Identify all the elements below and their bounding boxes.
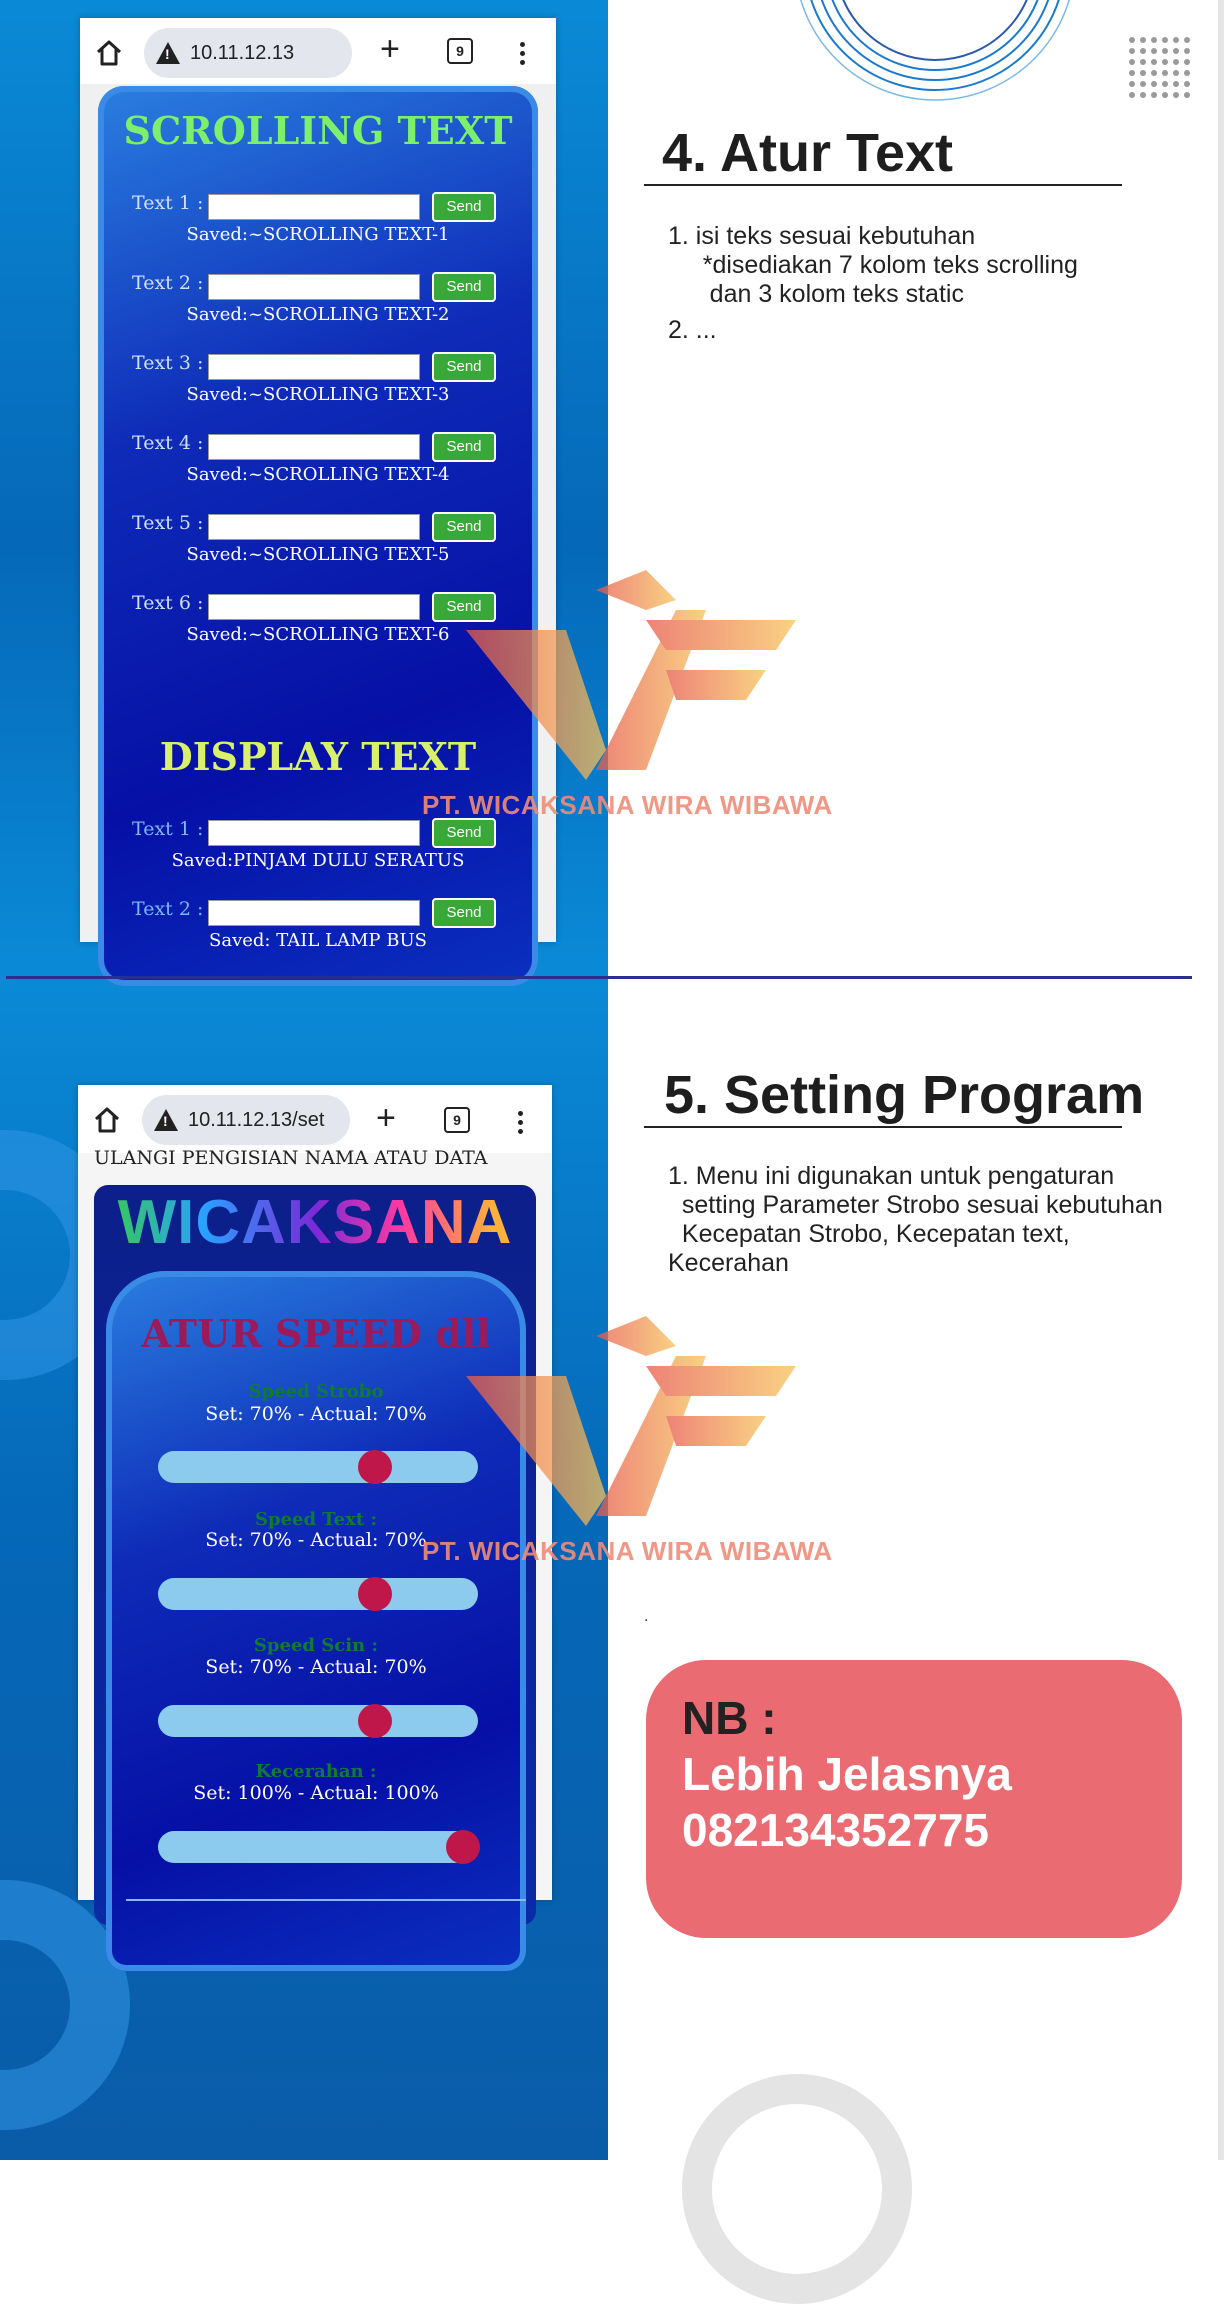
text-input[interactable] xyxy=(208,354,420,380)
row-label: Text 2 : xyxy=(132,898,204,920)
more-menu-icon[interactable] xyxy=(520,38,526,69)
row-label: Text 2 : xyxy=(132,272,204,294)
notice-text: ULANGI PENGISIAN NAMA ATAU DATA xyxy=(94,1147,488,1169)
saved-value: Saved:PINJAM DULU SERATUS xyxy=(171,850,465,871)
slider-value: Set: 70% - Actual: 70% xyxy=(205,1529,427,1551)
heading-underline xyxy=(644,184,1122,186)
send-button[interactable]: Send xyxy=(432,352,496,382)
saved-value: Saved:~SCROLLING TEXT-1 xyxy=(186,224,450,245)
company-logo-watermark xyxy=(446,1316,826,1536)
panel-title: SCROLLING TEXT xyxy=(123,108,513,153)
right-edge xyxy=(1218,0,1224,2160)
tab-count-icon[interactable]: 9 xyxy=(444,1107,470,1133)
brand-title: WICAKSANA xyxy=(94,1187,536,1258)
tab-count-icon[interactable]: 9 xyxy=(447,38,473,64)
new-tab-icon[interactable]: + xyxy=(380,30,400,68)
row-label: Text 3 : xyxy=(132,352,204,374)
send-button[interactable]: Send xyxy=(432,512,496,542)
slider-label: Speed Strobo xyxy=(248,1381,384,1402)
home-icon[interactable] xyxy=(94,38,124,68)
speed-slider[interactable] xyxy=(158,1705,478,1737)
slider-label: Speed Scin : xyxy=(253,1635,379,1656)
text-input[interactable] xyxy=(208,274,420,300)
section-5-body: 1. Menu ini digunakan untuk pengaturan setting Parameter Strobo sesuai kebutuhan Kecepatan Strobo, Kecepatan text, Kecerahan xyxy=(668,1162,1163,1277)
new-tab-icon[interactable]: + xyxy=(376,1099,396,1137)
slider-value: Set: 70% - Actual: 70% xyxy=(205,1403,427,1425)
heading-underline xyxy=(644,1126,1122,1128)
warning-icon xyxy=(154,1109,178,1131)
section-4-body: 1. isi teks sesuai kebutuhan *disediakan 7 kolom teks scrolling dan 3 kolom teks static xyxy=(668,222,1078,308)
more-menu-icon[interactable] xyxy=(518,1107,524,1138)
text-input[interactable] xyxy=(208,820,420,846)
saved-value: Saved:~SCROLLING TEXT-3 xyxy=(186,384,450,405)
saved-value: Saved: TAIL LAMP BUS xyxy=(209,930,427,951)
home-icon[interactable] xyxy=(92,1105,122,1135)
section-5-heading: 5. Setting Program xyxy=(664,1065,1145,1125)
warning-icon xyxy=(156,42,180,64)
slider-value: Set: 100% - Actual: 100% xyxy=(193,1782,439,1804)
row-label: Text 6 : xyxy=(132,592,204,614)
saved-value: Saved:~SCROLLING TEXT-2 xyxy=(186,304,450,325)
text-input[interactable] xyxy=(208,434,420,460)
saved-value: Saved:~SCROLLING TEXT-5 xyxy=(186,544,450,565)
display-text-title: DISPLAY TEXT xyxy=(159,734,477,779)
send-button[interactable]: Send xyxy=(432,818,496,848)
nb-phone-number: 082134352775 xyxy=(682,1804,989,1856)
decorative-ring xyxy=(682,2074,912,2304)
slider-value: Set: 70% - Actual: 70% xyxy=(205,1656,427,1678)
send-button[interactable]: Send xyxy=(432,192,496,222)
saved-value: Saved:~SCROLLING TEXT-6 xyxy=(186,624,450,645)
brightness-slider[interactable] xyxy=(158,1831,478,1863)
row-label: Text 5 : xyxy=(132,512,204,534)
text-input[interactable] xyxy=(208,514,420,540)
text-input[interactable] xyxy=(208,594,420,620)
section-divider xyxy=(6,976,1192,979)
browser-toolbar xyxy=(80,18,556,84)
panel-title: ATUR SPEED dll xyxy=(141,1311,491,1356)
send-button[interactable]: Send xyxy=(432,272,496,302)
row-label: Text 1 : xyxy=(132,818,204,840)
nb-info: Lebih Jelasnya xyxy=(682,1748,1012,1800)
send-button[interactable]: Send xyxy=(432,592,496,622)
dot-grid-icon xyxy=(1128,36,1190,98)
speed-slider[interactable] xyxy=(158,1451,478,1483)
slider-knob[interactable] xyxy=(358,1577,392,1611)
nb-contact-box xyxy=(646,1660,1182,1938)
slider-knob[interactable] xyxy=(446,1830,480,1864)
slider-label: Speed Text : xyxy=(254,1509,378,1530)
company-logo-watermark xyxy=(446,570,826,790)
send-button[interactable]: Send xyxy=(432,898,496,928)
section-4-heading: 4. Atur Text xyxy=(662,123,954,183)
panel-rule xyxy=(126,1899,526,1901)
row-label: Text 4 : xyxy=(132,432,204,454)
address-bar[interactable] xyxy=(144,28,352,78)
watermark-company: PT. WICAKSANA WIRA WIBAWA xyxy=(422,1536,833,1566)
slider-label: Kecerahan : xyxy=(255,1761,377,1782)
browser-toolbar xyxy=(78,1085,552,1153)
url-text: 10.11.12.13 xyxy=(190,41,295,64)
text-input[interactable] xyxy=(208,900,420,926)
slider-knob[interactable] xyxy=(358,1704,392,1738)
address-bar[interactable] xyxy=(142,1095,350,1145)
url-text: 10.11.12.13/set xyxy=(188,1108,325,1131)
speed-slider[interactable] xyxy=(158,1578,478,1610)
row-label: Text 1 : xyxy=(132,192,204,214)
nb-label: NB : xyxy=(682,1692,777,1744)
scrolling-text-panel xyxy=(98,86,538,986)
saved-value: Saved:~SCROLLING TEXT-4 xyxy=(186,464,450,485)
stray-dot: . xyxy=(644,1608,649,1625)
slider-knob[interactable] xyxy=(358,1450,392,1484)
decorative-arcs xyxy=(770,0,1100,100)
section-4-cut-line: 2. ... xyxy=(668,316,717,344)
watermark-company: PT. WICAKSANA WIRA WIBAWA xyxy=(422,790,833,820)
text-input[interactable] xyxy=(208,194,420,220)
send-button[interactable]: Send xyxy=(432,432,496,462)
